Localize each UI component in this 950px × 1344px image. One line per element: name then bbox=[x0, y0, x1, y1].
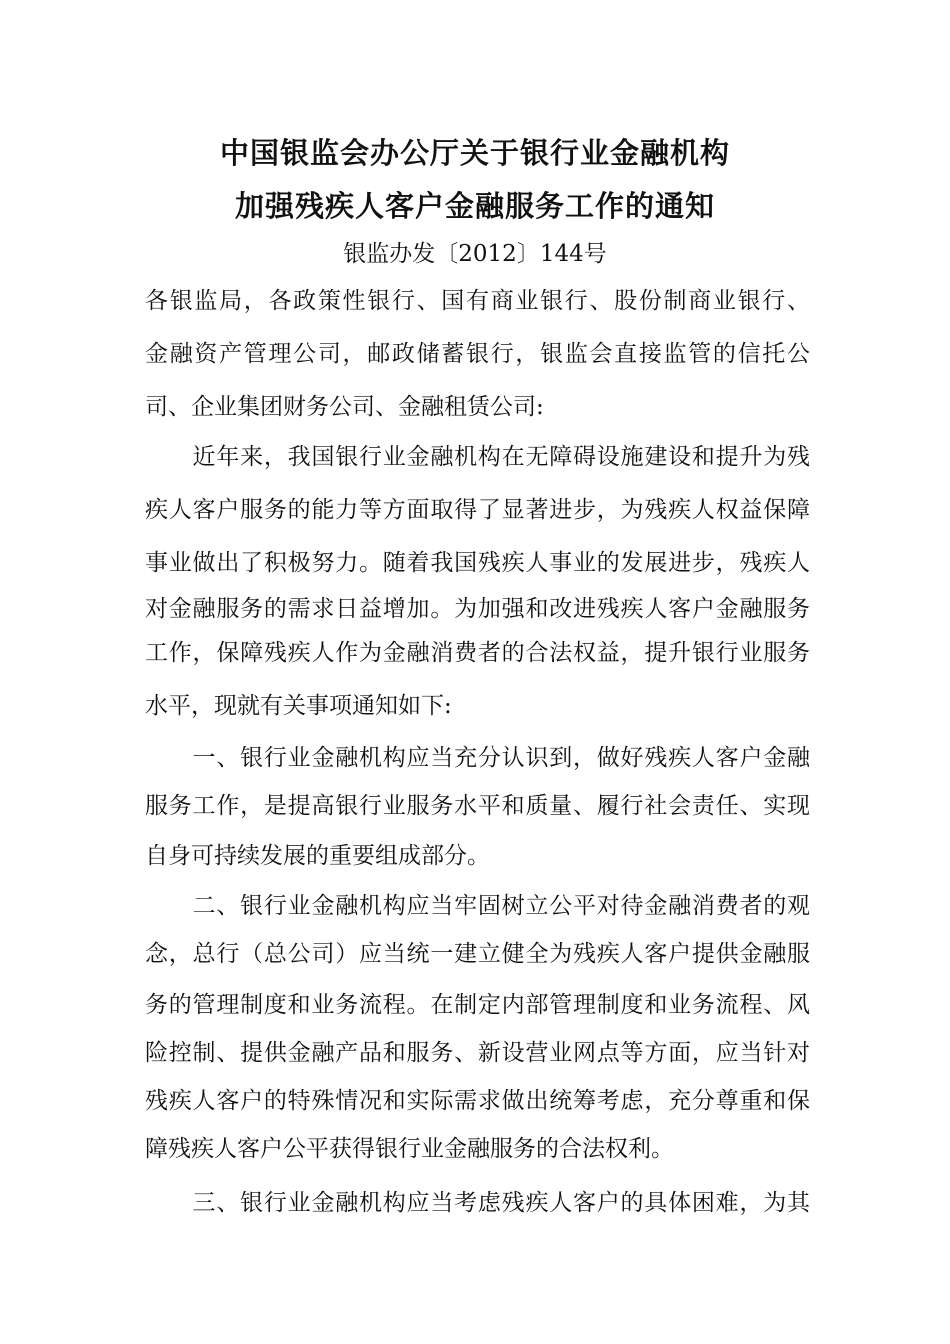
body-line: 疾人客户服务的能力等方面取得了显著进步，为残疾人权益保障 bbox=[145, 497, 810, 523]
body-line: 各银监局，各政策性银行、国有商业银行、股份制商业银行、 bbox=[145, 288, 810, 314]
body-line: 二、银行业金融机构应当牢固树立公平对待金融消费者的观 bbox=[145, 893, 810, 919]
body-line: 司、企业集团财务公司、金融租赁公司: bbox=[145, 394, 544, 420]
body-line: 务的管理制度和业务流程。在制定内部管理制度和业务流程、风 bbox=[145, 992, 810, 1018]
document-number: 银监办发〔2012〕144号 bbox=[343, 241, 607, 267]
body-line: 近年来，我国银行业金融机构在无障碍设施建设和提升为残 bbox=[145, 444, 810, 470]
body-line: 服务工作，是提高银行业服务水平和质量、履行社会责任、实现 bbox=[145, 793, 810, 819]
body-line: 自身可持续发展的重要组成部分。 bbox=[145, 843, 490, 869]
body-line: 障残疾人客户公平获得银行业金融服务的合法权利。 bbox=[145, 1136, 674, 1162]
document-title-line-1: 中国银监会办公厅关于银行业金融机构 bbox=[219, 136, 730, 170]
body-line: 金融资产管理公司，邮政储蓄银行，银监会直接监管的信托公 bbox=[145, 341, 810, 367]
body-line: 事业做出了积极努力。随着我国残疾人事业的发展进步，残疾人 bbox=[145, 550, 810, 576]
body-line: 念，总行（总公司）应当统一建立健全为残疾人客户提供金融服 bbox=[145, 941, 810, 967]
document-title-line-2: 加强残疾人客户金融服务工作的通知 bbox=[234, 189, 715, 223]
body-line: 一、银行业金融机构应当充分认识到，做好残疾人客户金融 bbox=[145, 745, 810, 771]
body-line: 水平，现就有关事项通知如下: bbox=[145, 693, 452, 719]
body-line: 险控制、提供金融产品和服务、新设营业网点等方面，应当针对 bbox=[145, 1040, 810, 1066]
body-line: 三、银行业金融机构应当考虑残疾人客户的具体困难，为其 bbox=[145, 1190, 810, 1216]
body-line: 残疾人客户的特殊情况和实际需求做出统筹考虑，充分尊重和保 bbox=[145, 1088, 810, 1114]
body-line: 工作，保障残疾人作为金融消费者的合法权益，提升银行业服务 bbox=[145, 640, 810, 666]
body-line: 对金融服务的需求日益增加。为加强和改进残疾人客户金融服务 bbox=[145, 596, 810, 622]
